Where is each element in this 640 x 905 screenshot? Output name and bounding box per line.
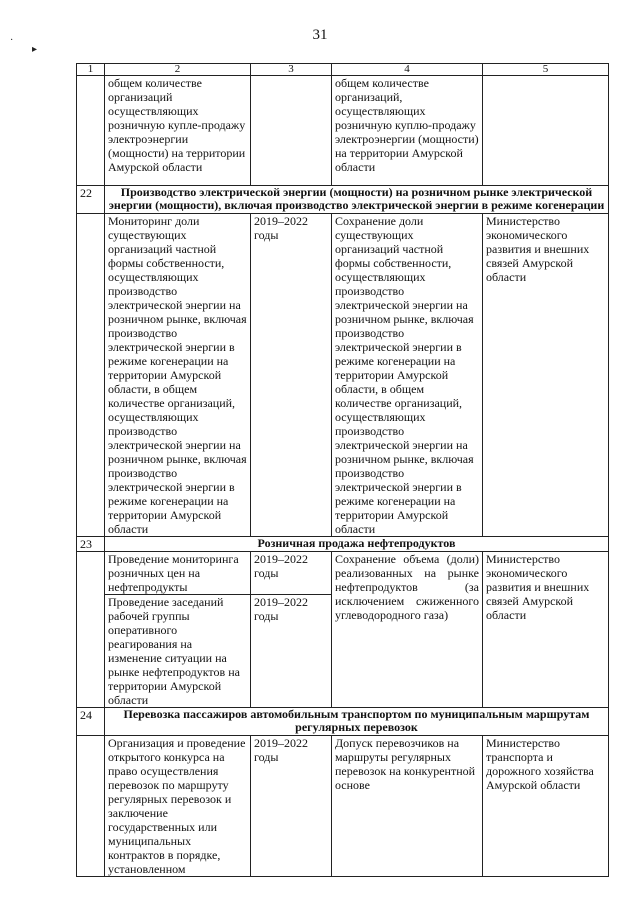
responsible-cell: Министерство экономического развития и внешних связей Амурской области — [483, 214, 609, 537]
activity-cell: Организация и проведение открытого конкурса на право осуществления перевозок по маршруту регулярных перевозок и заключение государственных или муниципальных контрактов в порядке, установленном — [105, 736, 251, 877]
activity-cell: общем количестве организаций осуществляющих розничную купле-продажу электроэнергии (мощности) на территории Амурской области — [105, 76, 251, 186]
page-number: 31 — [312, 27, 328, 43]
table-row — [77, 552, 609, 595]
responsible-cell: Министерство транспорта и дорожного хозяйства Амурской области — [483, 736, 609, 877]
table-row — [77, 214, 609, 537]
period-cell — [251, 76, 332, 186]
header-cell: 5 — [483, 64, 609, 76]
period-cell: 2019–2022 годы — [251, 595, 332, 708]
section-row — [77, 537, 609, 552]
header-cell: 4 — [332, 64, 483, 76]
period-cell: 2019–2022 годы — [251, 214, 332, 537]
table-row — [77, 76, 609, 186]
section-row — [77, 708, 609, 736]
section-title: Розничная продажа нефтепродуктов — [105, 537, 609, 552]
table-row — [77, 736, 609, 877]
indicator-cell: общем количестве организаций, осуществляющих розничную куплю-продажу электроэнергии (мощности) на территории Амурской области — [332, 76, 483, 186]
section-title: Производство электрической энергии (мощности) на розничном рынке электрической энергии (мощности), включая производство электрической энергии в режиме когенерации — [105, 186, 609, 214]
section-row — [77, 186, 609, 214]
responsible-cell: Министерство экономического развития и внешних связей Амурской области — [483, 552, 609, 708]
activity-cell: Мониторинг доли существующих организаций частной формы собственности, осуществляющих производство электрической энергии на розничном рынке, включая производство электрической энергии в режиме когенерации на территории Амурской области, в общем количестве организаций, осуществляющих производство электрической энергии на розничном рынке, включая производство электрической энергии в режиме когенерации на территории Амурской области — [105, 214, 251, 537]
header-cell: 1 — [77, 64, 105, 76]
row-number: 23 — [77, 537, 105, 552]
activity-cell: Проведение заседаний рабочей группы оперативного реагирования на изменение ситуации на рынке нефтепродуктов на территории Амурской области — [105, 595, 251, 708]
responsible-cell — [483, 76, 609, 186]
activity-cell: Проведение мониторинга розничных цен на нефтепродукты — [105, 552, 251, 595]
period-cell: 2019–2022 годы — [251, 736, 332, 877]
header-cell: 2 — [105, 64, 251, 76]
row-number: 24 — [77, 708, 105, 736]
section-title: Перевозка пассажиров автомобильным транспортом по муниципальным маршрутам регулярных перевозок — [105, 708, 609, 736]
indicator-cell: Сохранение объема (доли) реализованных на рынке нефтепродуктов (за исключением сжиженного углеводородного газа) — [332, 552, 483, 708]
header-row — [77, 64, 609, 76]
scan-mark: · — [10, 35, 14, 46]
row-number — [77, 76, 105, 186]
measures-table — [76, 63, 609, 877]
row-number — [77, 552, 105, 708]
scan-mark: ▸ — [32, 44, 38, 55]
row-number — [77, 214, 105, 537]
row-number: 22 — [77, 186, 105, 214]
row-number — [77, 736, 105, 877]
period-cell: 2019–2022 годы — [251, 552, 332, 595]
header-cell: 3 — [251, 64, 332, 76]
indicator-cell: Допуск перевозчиков на маршруты регулярных перевозок на конкурентной основе — [332, 736, 483, 877]
indicator-cell: Сохранение доли существующих организаций частной формы собственности, осуществляющих производство электрической энергии на розничном рынке, включая производство электрической энергии в режиме когенерации на территории Амурской области, в общем количестве организаций, осуществляющих производство электрической энергии на розничном рынке, включая производство электрической энергии в режиме когенерации на территории Амурской области — [332, 214, 483, 537]
